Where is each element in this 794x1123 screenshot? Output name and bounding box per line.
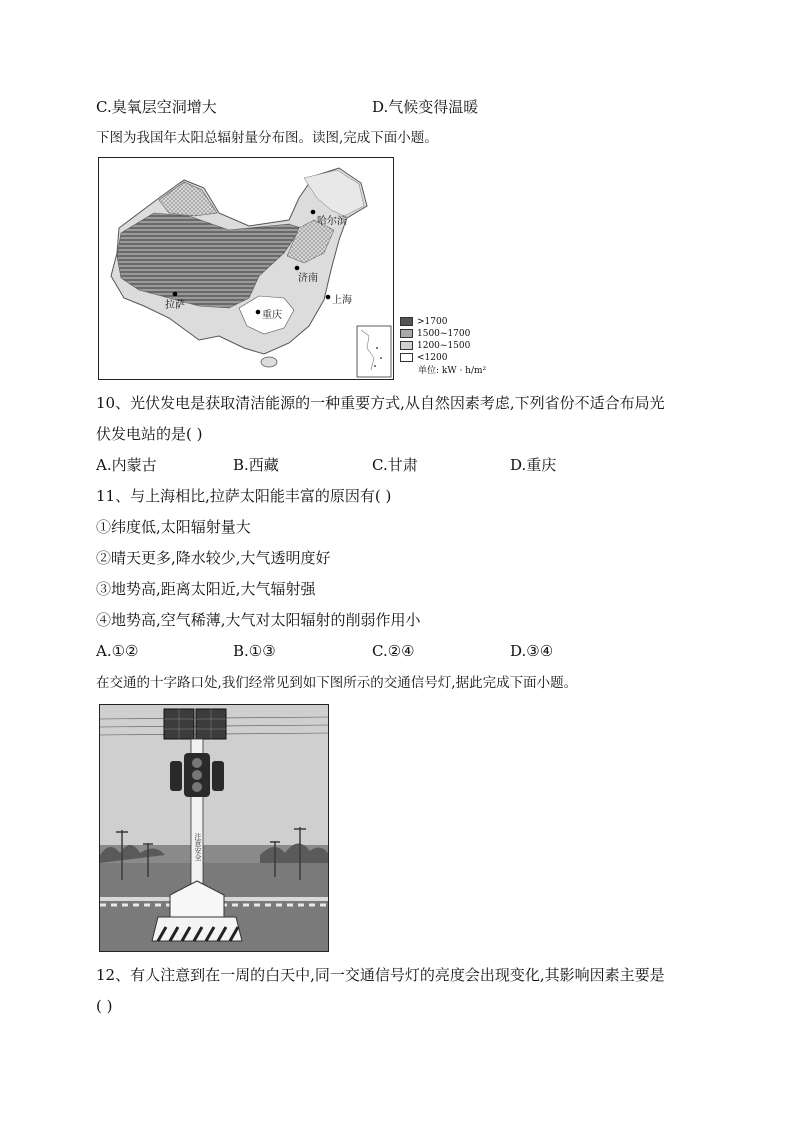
q11-option-b: B.①③ (233, 642, 276, 660)
q11-statement: ①纬度低,太阳辐射量大 (96, 518, 251, 536)
city-harbin: 哈尔滨 (317, 216, 347, 227)
q10-option-d: D.重庆 (510, 456, 557, 474)
city-shanghai: 上海 (332, 295, 352, 306)
city-lhasa: 拉萨 (165, 300, 185, 311)
q11-option-a: A.①② (96, 642, 139, 660)
option-c: C.臭氧层空洞增大 (96, 98, 217, 116)
q11-option-c: C.②④ (372, 642, 415, 660)
traffic-light-intro-text: 在交通的十字路口处,我们经常见到如下图所示的交通信号灯,据此完成下面小题。 (96, 675, 578, 691)
question-10-stem-line2: 伏发电站的是( ) (96, 425, 203, 443)
question-11-stem: 11、与上海相比,拉萨太阳能丰富的原因有( ) (96, 487, 392, 505)
legend-item: 1200~1500 (400, 341, 470, 352)
question-10-stem-line1: 10、光伏发电是获取清洁能源的一种重要方式,从自然因素考虑,下列省份不适合布局光 (96, 394, 665, 412)
solar-radiation-map (98, 157, 394, 380)
legend-item: 1500~1700 (400, 329, 470, 340)
q11-statement: ②晴天更多,降水较少,大气透明度好 (96, 549, 331, 567)
map-intro-text: 下图为我国年太阳总辐射量分布图。读图,完成下面小题。 (96, 130, 438, 146)
legend-item: <1200 (400, 353, 447, 364)
legend-unit: 单位: kW · h/m² (418, 366, 487, 376)
option-d: D.气候变得温暖 (372, 98, 479, 116)
city-jinan: 济南 (298, 273, 318, 284)
q10-option-c: C.甘肃 (372, 456, 418, 474)
q10-option-b: B.西藏 (233, 456, 279, 474)
traffic-light-photo (99, 704, 329, 952)
pole-warning-text: 注意安全 (194, 833, 202, 861)
question-12-stem-line1: 12、有人注意到在一周的白天中,同一交通信号灯的亮度会出现变化,其影响因素主要是 (96, 966, 665, 984)
question-12-stem-line2: ( ) (96, 997, 113, 1015)
q10-option-a: A.内蒙古 (96, 456, 157, 474)
legend-swatch (400, 329, 413, 338)
q11-option-d: D.③④ (510, 642, 554, 660)
china-map-svg (99, 158, 393, 379)
legend-swatch (400, 353, 413, 362)
city-chongqing: 重庆 (262, 310, 282, 321)
q11-statement: ④地势高,空气稀薄,大气对太阳辐射的削弱作用小 (96, 611, 421, 629)
traffic-light-scene (100, 705, 328, 951)
legend-swatch (400, 317, 413, 326)
south-sea-inset (357, 326, 391, 377)
legend-swatch (400, 341, 413, 350)
legend-item: >1700 (400, 317, 447, 328)
q11-statement: ③地势高,距离太阳近,大气辐射强 (96, 580, 316, 598)
